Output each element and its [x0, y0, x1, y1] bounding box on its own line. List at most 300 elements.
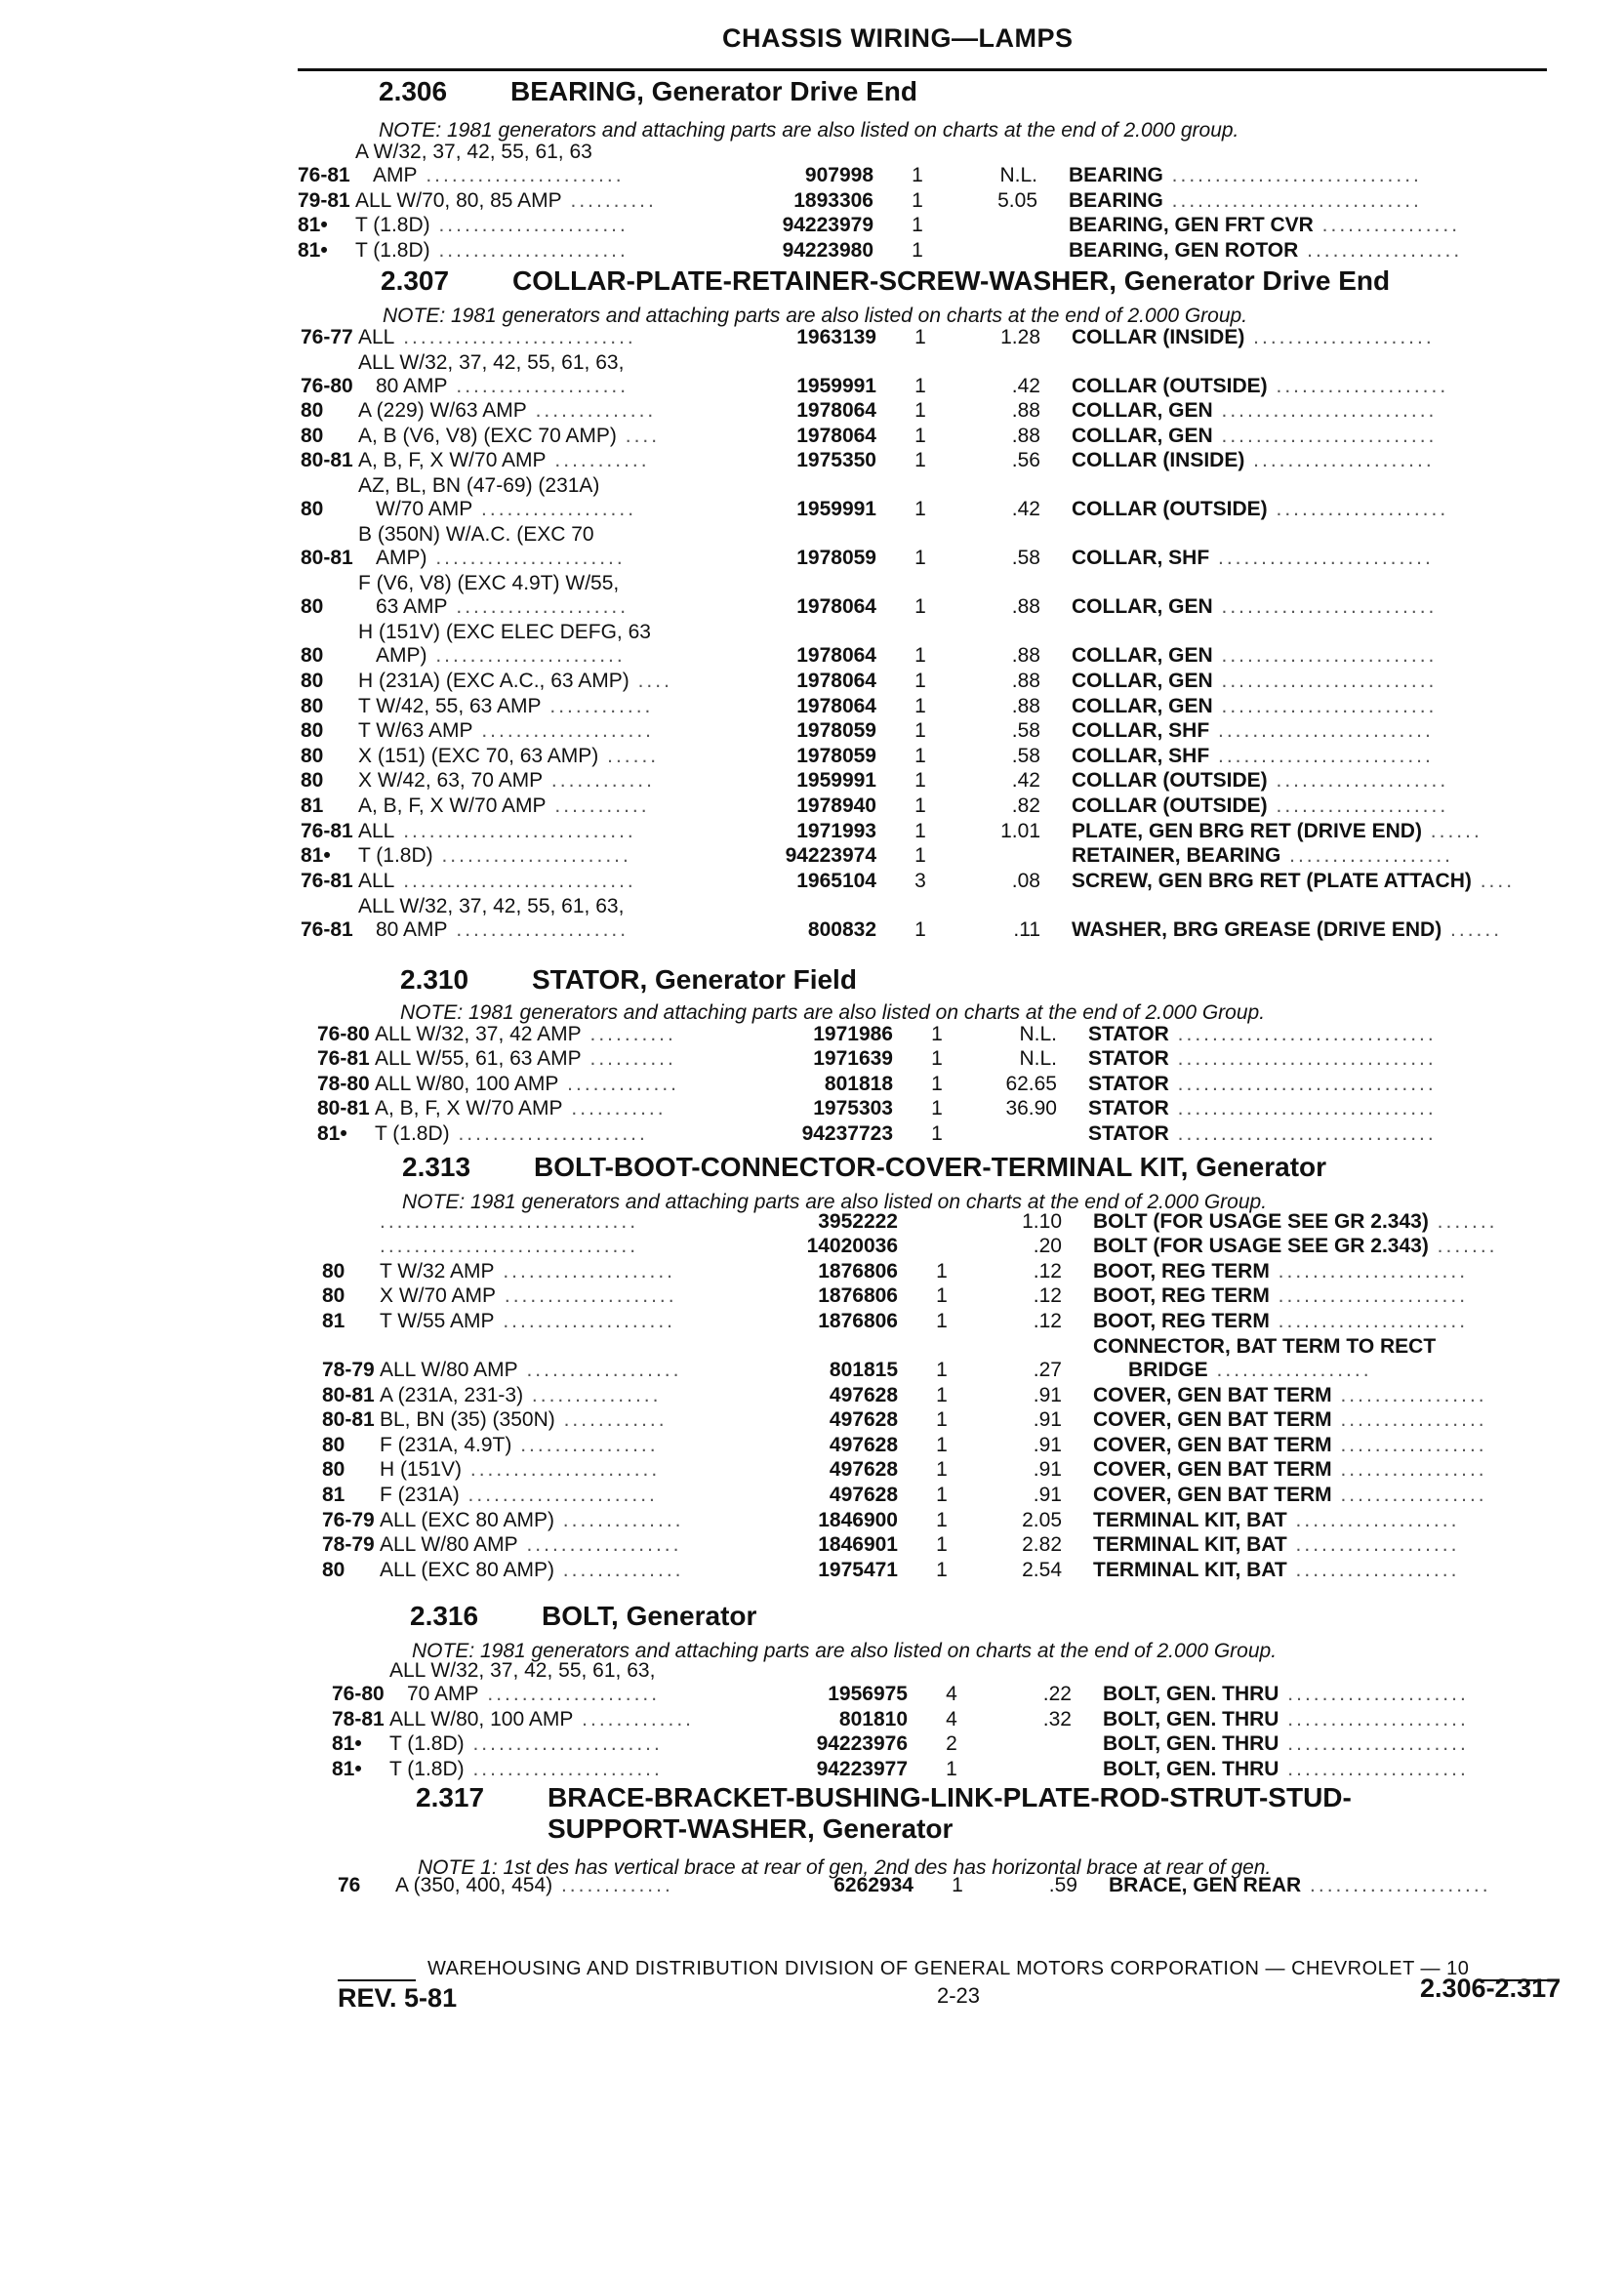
leader-dots: .................... [494, 1309, 676, 1332]
description-text: TERMINAL KIT, BAT [1093, 1558, 1287, 1581]
leader-dots: ............. [552, 1873, 673, 1896]
application-text: ALL W/55, 61, 63 AMP [375, 1047, 582, 1071]
description [1072, 870, 1550, 893]
description [1103, 1683, 1581, 1706]
description-text: COLLAR, GEN [1072, 595, 1213, 619]
section-heading [379, 76, 917, 107]
application [358, 870, 719, 893]
description-text: COVER, GEN BAT TERM [1093, 1483, 1332, 1506]
leader-dots: ................. [1331, 1433, 1487, 1456]
application-text: A (229) W/63 AMP [358, 399, 527, 423]
application-text: F (231A, 4.9T) [380, 1433, 512, 1456]
price: 36.90 [1005, 1097, 1057, 1120]
table-row [332, 1731, 1601, 1757]
table-row [322, 1457, 1591, 1483]
price: .91 [1033, 1383, 1062, 1406]
footer-page-number: 2-23 [937, 1983, 981, 2008]
description-text: COVER, GEN BAT TERM [1093, 1458, 1332, 1482]
price: .27 [1033, 1358, 1062, 1381]
leader-dots: ................... [1286, 1508, 1460, 1531]
leader-dots: .................... [496, 1284, 677, 1308]
price: .88 [1011, 669, 1040, 692]
quantity: 1 [914, 794, 926, 817]
price: .88 [1011, 694, 1040, 717]
application-continued [358, 498, 719, 521]
application-text: F (231A) [380, 1483, 460, 1506]
description-text: SCREW, GEN BRG RET (PLATE ATTACH) [1072, 869, 1472, 892]
application [380, 1533, 741, 1557]
description-text: COVER, GEN BAT TERM [1093, 1383, 1332, 1406]
description-text: RETAINER, BEARING [1072, 844, 1281, 868]
leader-dots: ...................... [426, 547, 626, 570]
description [1072, 745, 1550, 768]
quantity: 1 [936, 1533, 948, 1557]
description-text: BEARING [1069, 164, 1163, 186]
price: .91 [1033, 1458, 1062, 1482]
leader-dots: ..................... [1279, 1707, 1469, 1730]
table-row [301, 570, 1569, 619]
leader-dots: .............. [526, 399, 657, 423]
page-header [298, 20, 1547, 71]
leader-dots: ...................... [462, 1458, 661, 1482]
leader-dots: ......................... [1212, 694, 1438, 717]
table-row [298, 139, 1566, 187]
description-text: STATOR [1088, 1022, 1169, 1045]
leader-dots: .............................. [380, 1209, 639, 1233]
price: .20 [1033, 1235, 1062, 1258]
leader-dots: ........................... [394, 325, 636, 348]
description [1072, 794, 1550, 818]
application-text: T W/63 AMP [358, 719, 473, 743]
table-row [317, 1021, 1586, 1046]
description [1103, 1708, 1581, 1731]
price: .88 [1011, 644, 1040, 668]
description [1093, 1310, 1571, 1333]
part-number: 1978064 [796, 595, 876, 619]
leader-dots: ......................... [1212, 669, 1438, 692]
leader-dots: ............. [558, 1072, 680, 1095]
parts-table [298, 139, 1566, 263]
leader-dots: ................. [1331, 1408, 1487, 1432]
description-text: BOLT, GEN. THRU [1103, 1757, 1279, 1780]
description-text: BOLT (FOR USAGE SEE GR 2.343) [1093, 1209, 1429, 1233]
description [1072, 449, 1550, 472]
section-title: BRACE-BRACKET-BUSHING-LINK-PLATE-ROD-STRUT-STUD- [548, 1782, 1352, 1812]
quantity: 1 [931, 1097, 943, 1120]
part-number: 497628 [829, 1433, 898, 1456]
part-number: 94237723 [801, 1121, 893, 1145]
description-text: BOOT, REG TERM [1093, 1309, 1270, 1332]
part-number: 800832 [807, 917, 876, 941]
part-number: 1975303 [813, 1097, 893, 1120]
application-text: H (231A) (EXC A.C., 63 AMP) [358, 669, 629, 692]
leader-dots: .................... [447, 374, 629, 397]
quantity: 1 [914, 325, 926, 348]
part-number: 1978940 [796, 794, 876, 817]
table-row [317, 1120, 1586, 1146]
model-year: 76-81 [298, 164, 350, 186]
application-text: ALL W/80 AMP [380, 1533, 518, 1557]
leader-dots: ...................... [1269, 1309, 1469, 1332]
description [1072, 595, 1550, 619]
quantity: 1 [936, 1383, 948, 1406]
model-year: 76 [338, 1873, 361, 1896]
part-number: 1959991 [796, 769, 876, 793]
leader-dots: ................. [1331, 1483, 1487, 1506]
part-number: 1975471 [818, 1558, 898, 1581]
table-row [301, 324, 1569, 349]
leader-dots: ....... [1428, 1209, 1498, 1233]
model-year: 80-81 [322, 1408, 375, 1432]
quantity: 1 [936, 1259, 948, 1282]
leader-dots: .................... [447, 595, 629, 619]
part-number: 1956975 [828, 1683, 908, 1705]
application-text: ALL W/80 AMP [380, 1358, 518, 1381]
price: .82 [1011, 794, 1040, 817]
application-continued-text: 70 AMP [407, 1683, 479, 1705]
quantity: 1 [914, 917, 926, 941]
application [380, 1210, 741, 1234]
quantity: 1 [914, 547, 926, 570]
section-number: 2.310 [400, 964, 469, 995]
model-year: 78-81 [332, 1707, 385, 1730]
description [1093, 1458, 1571, 1482]
section-note: NOTE: 1981 generators and attaching parts are also listed on charts at the end of 2.000 Group. [400, 1001, 1266, 1024]
description-text: BOLT, GEN. THRU [1103, 1683, 1279, 1705]
application [358, 572, 719, 619]
application-continued [358, 375, 719, 398]
application-text: B (350N) W/A.C. (EXC 70 [358, 523, 594, 547]
description-text: STATOR [1088, 1121, 1169, 1145]
quantity: 1 [914, 374, 926, 397]
table-row [332, 1657, 1601, 1706]
application-text: T (1.8D) [389, 1732, 465, 1756]
application [389, 1708, 751, 1731]
price: 2.82 [1022, 1533, 1062, 1557]
description-text: TERMINAL KIT, BAT [1093, 1508, 1287, 1531]
part-number: 801810 [838, 1707, 908, 1730]
leader-dots: ....................... [417, 164, 625, 186]
application [358, 794, 719, 818]
leader-dots: .................. [472, 498, 637, 521]
table-row [332, 1706, 1601, 1731]
description [1093, 1210, 1571, 1234]
table-row [301, 768, 1569, 794]
price: .22 [1042, 1683, 1072, 1705]
part-number: 1959991 [796, 498, 876, 521]
price: .42 [1011, 769, 1040, 793]
table-row [322, 1557, 1591, 1582]
model-year: 81 [322, 1309, 345, 1332]
description [1093, 1434, 1571, 1457]
description [1072, 769, 1550, 793]
quantity: 1 [936, 1358, 948, 1381]
application [380, 1310, 741, 1333]
description [1093, 1384, 1571, 1407]
model-year: 76-81 [301, 917, 353, 941]
description-text: COLLAR, GEN [1072, 669, 1213, 692]
leader-dots: ........................... [394, 869, 636, 892]
model-year: 76-81 [301, 819, 353, 842]
model-year: 76-80 [301, 374, 353, 397]
leader-dots: ................ [1313, 214, 1461, 237]
part-number: 14020036 [806, 1235, 898, 1258]
leader-dots: ..................... [1279, 1683, 1469, 1705]
section-heading [402, 1152, 1326, 1183]
application-text: A, B, F, X W/70 AMP [375, 1097, 563, 1120]
leader-dots: ...... [1441, 917, 1503, 941]
footer-division-text: WAREHOUSING AND DISTRIBUTION DIVISION OF GENERAL MOTORS CORPORATION — CHEVROLET — 10 [427, 1958, 1470, 1979]
leader-dots: ..................... [1244, 449, 1435, 472]
application [389, 1659, 751, 1706]
description-text: COLLAR (OUTSIDE) [1072, 769, 1268, 793]
application [389, 1732, 751, 1756]
leader-dots: ...................... [449, 1121, 648, 1145]
application-text: T W/42, 55, 63 AMP [358, 694, 542, 717]
part-number: 1846900 [818, 1508, 898, 1531]
description-continued: BRIDGE [1128, 1358, 1208, 1381]
quantity: 1 [914, 694, 926, 717]
application-text: ALL W/80, 100 AMP [389, 1707, 574, 1730]
table-row [317, 1071, 1586, 1096]
price: .42 [1011, 498, 1040, 521]
price: .11 [1013, 917, 1040, 941]
price: 1.10 [1022, 1209, 1062, 1233]
description-text: BEARING [1069, 188, 1163, 212]
table-row [298, 237, 1566, 263]
quantity: 1 [912, 214, 923, 237]
application [355, 239, 716, 263]
table-row [301, 843, 1569, 869]
quantity: 1 [936, 1558, 948, 1581]
table-row [301, 668, 1569, 693]
application-text: BL, BN (35) (350N) [380, 1408, 555, 1432]
leader-dots: ...................... [1269, 1259, 1469, 1282]
model-year: 81• [301, 844, 331, 868]
application [358, 895, 719, 942]
application-continued-text: AMP) [376, 644, 427, 668]
leader-dots: ........... [546, 794, 650, 817]
description-text: BOLT (FOR USAGE SEE GR 2.343) [1093, 1235, 1429, 1258]
application-text: ALL W/32, 37, 42 AMP [375, 1022, 582, 1045]
application [358, 695, 719, 718]
application-continued [355, 164, 716, 187]
quantity: 1 [931, 1047, 943, 1071]
leader-dots: .............................. [1168, 1097, 1437, 1120]
application-text: ALL [358, 325, 395, 348]
quantity: 1 [936, 1508, 948, 1531]
part-number: 1978064 [796, 694, 876, 717]
leader-dots: .... [1471, 869, 1516, 892]
leader-dots: .................... [1267, 374, 1449, 397]
leader-dots: .................... [494, 1259, 676, 1282]
quantity: 1 [914, 449, 926, 472]
description [1072, 918, 1550, 942]
application-text: ALL (EXC 80 AMP) [380, 1508, 554, 1531]
table-row [298, 213, 1566, 238]
description-text: CONNECTOR, BAT TERM TO RECT [1093, 1334, 1437, 1358]
price: .56 [1011, 449, 1040, 472]
quantity: 1 [914, 424, 926, 447]
table-row [301, 793, 1569, 818]
description [1103, 1732, 1581, 1756]
section-title-block [548, 1782, 1352, 1845]
description [1093, 1484, 1571, 1507]
model-year: 76-80 [332, 1683, 385, 1705]
leader-dots: ...................... [426, 644, 626, 668]
description-text: COVER, GEN BAT TERM [1093, 1408, 1332, 1432]
application-text: H (151V) (EXC ELEC DEFG, 63 [358, 621, 651, 644]
application [375, 1122, 736, 1146]
description [1093, 1408, 1571, 1432]
quantity: 1 [914, 595, 926, 619]
application [375, 1023, 736, 1046]
model-year: 76-81 [301, 869, 353, 892]
quantity: 1 [914, 644, 926, 668]
model-year: 80-81 [317, 1097, 370, 1120]
price: 1.28 [1000, 325, 1040, 348]
part-number: 497628 [829, 1408, 898, 1432]
application-continued-text: 80 AMP [376, 374, 448, 397]
parts-table [332, 1657, 1601, 1781]
description [1072, 399, 1550, 423]
leader-dots: ........................... [394, 819, 636, 842]
application [355, 189, 716, 213]
application [358, 769, 719, 793]
description-text: BOLT, GEN. THRU [1103, 1707, 1279, 1730]
part-number: 1971986 [813, 1022, 893, 1045]
quantity: 1 [946, 1757, 957, 1780]
section-note: NOTE: 1981 generators and attaching parts are also listed on charts at the end of 2.000 Group. [412, 1640, 1278, 1662]
model-year: 81• [298, 214, 328, 237]
application-text: F (V6, V8) (EXC 4.9T) W/55, [358, 572, 620, 595]
quantity: 4 [946, 1683, 957, 1705]
application-continued-text: W/70 AMP [376, 498, 473, 521]
application-text: AZ, BL, BN (47-69) (231A) [358, 474, 600, 498]
description [1072, 498, 1550, 521]
table-row [301, 619, 1569, 668]
table-row [298, 187, 1566, 213]
application-text: X (151) (EXC 70, 63 AMP) [358, 744, 599, 767]
quantity: 1 [912, 188, 923, 212]
part-number: 801815 [829, 1358, 898, 1381]
description [1069, 189, 1547, 213]
quantity: 1 [936, 1408, 948, 1432]
parts-table [317, 1021, 1586, 1146]
leader-dots: ...................... [429, 214, 629, 237]
price: N.L. [1019, 1022, 1057, 1045]
quantity: 1 [936, 1458, 948, 1482]
price: 2.05 [1022, 1508, 1062, 1531]
application-continued-text: AMP) [376, 547, 427, 570]
table-row [301, 718, 1569, 744]
leader-dots: .......... [581, 1047, 676, 1071]
price: .59 [1048, 1873, 1077, 1896]
description [1072, 844, 1550, 868]
table-row [301, 893, 1569, 942]
section-note: NOTE: 1981 generators and attaching parts are also listed on charts at the end of 2.000 Group. [383, 305, 1248, 327]
application-continued-text: 63 AMP [376, 595, 448, 619]
table-row [322, 1258, 1591, 1283]
leader-dots: ............................. [1162, 164, 1422, 186]
quantity: 1 [936, 1284, 948, 1308]
table-row [317, 1096, 1586, 1121]
leader-dots: .......... [561, 188, 657, 212]
leader-dots: ......................... [1212, 399, 1438, 423]
model-year: 80 [301, 744, 324, 767]
application-text: ALL W/70, 80, 85 AMP [355, 188, 562, 212]
leader-dots: .................. [517, 1533, 682, 1557]
leader-dots: ...................... [464, 1757, 663, 1780]
page-title: CHASSIS WIRING—LAMPS [722, 23, 1074, 53]
description [1093, 1559, 1571, 1582]
section-heading [410, 1601, 756, 1632]
application-text: H (151V) [380, 1458, 463, 1482]
application [358, 670, 719, 693]
part-number: 94223979 [782, 214, 873, 237]
quantity: 1 [936, 1483, 948, 1506]
footer-revision: REV. 5-81 [338, 1983, 458, 2013]
price: .12 [1033, 1309, 1062, 1332]
part-number: 94223976 [816, 1732, 908, 1756]
table-row [301, 349, 1569, 398]
description-text: COLLAR, GEN [1072, 644, 1213, 668]
description [1072, 326, 1550, 349]
application [358, 449, 719, 472]
leader-dots: ............ [554, 1408, 668, 1432]
description-text: BEARING, GEN FRT CVR [1069, 214, 1314, 237]
leader-dots: .............. [553, 1508, 684, 1531]
table-row [301, 818, 1569, 843]
application-continued [358, 918, 719, 942]
table-row [322, 1407, 1591, 1433]
table-row [322, 1308, 1591, 1333]
quantity: 4 [946, 1707, 957, 1730]
model-year: 80 [322, 1458, 345, 1482]
leader-dots: ...................... [432, 844, 631, 868]
table-row [301, 868, 1569, 893]
leader-dots: ..................... [1279, 1732, 1469, 1756]
section-title-block [512, 265, 1390, 296]
model-year: 80 [301, 669, 324, 692]
description [1093, 1335, 1571, 1382]
description [1072, 695, 1550, 718]
leader-dots: ...................... [459, 1483, 658, 1506]
table-row [322, 1382, 1591, 1407]
application [380, 1484, 741, 1507]
leader-dots: ......................... [1212, 644, 1438, 668]
model-year: 81 [301, 794, 324, 817]
part-number: 94223974 [785, 844, 876, 868]
description [1072, 375, 1550, 398]
leader-dots: .............................. [1168, 1121, 1437, 1145]
application [380, 1260, 741, 1283]
leader-dots: .... [616, 424, 661, 447]
application [380, 1458, 741, 1482]
part-number: 1978059 [796, 719, 876, 743]
part-number: 1971639 [813, 1047, 893, 1071]
description [1069, 214, 1547, 237]
application [380, 1559, 741, 1582]
section-title: STATOR, Generator Field [532, 964, 857, 995]
application [358, 820, 719, 843]
application [375, 1097, 736, 1120]
model-year: 81 [322, 1483, 345, 1506]
description-text: COLLAR (INSIDE) [1072, 325, 1245, 348]
table-row [338, 1872, 1606, 1897]
application-text: X W/42, 63, 70 AMP [358, 769, 544, 793]
quantity: 1 [914, 669, 926, 692]
